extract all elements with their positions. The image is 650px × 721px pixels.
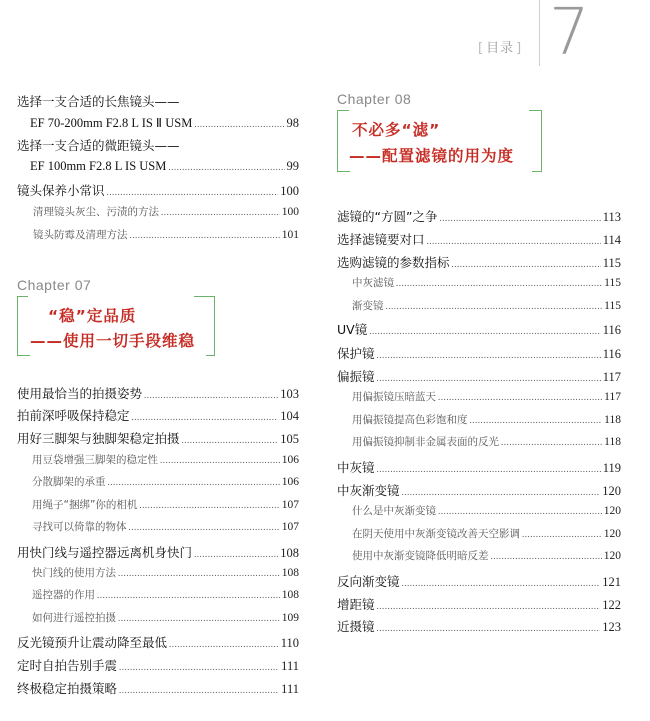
dot-leader — [194, 119, 284, 129]
toc-entry[interactable] — [352, 526, 621, 546]
toc-entry-title: 用偏振镜提高色彩饱和度 — [352, 414, 468, 426]
toc-entry-page: 98 — [286, 116, 299, 130]
toc-entry[interactable] — [352, 275, 621, 295]
toc-entry-title: 保护镜 — [337, 346, 375, 361]
toc-entry-title: 用快门线与遥控器远离机身快门 — [17, 545, 193, 560]
toc-entry-page: 116 — [602, 347, 621, 361]
toc-entry-title: 滤镜的“方圆”之争 — [337, 209, 438, 224]
toc-entry-title: 如何进行遥控拍摄 — [32, 612, 116, 624]
toc-entry-page: 109 — [281, 612, 299, 624]
toc-entry[interactable] — [17, 679, 299, 699]
toc-entry-page: 120 — [603, 528, 621, 540]
toc-entry[interactable] — [32, 565, 299, 585]
chapter-07-title: “稳”定品质 — [48, 307, 137, 325]
toc-entry-title: 用好三脚架与独脚架稳定拍摄 — [17, 431, 180, 446]
toc-entry-page: 100 — [280, 184, 299, 198]
toc-entry-page: 118 — [604, 414, 621, 426]
dot-leader — [396, 278, 602, 288]
dot-leader — [377, 601, 601, 611]
dot-leader — [377, 350, 601, 360]
dot-leader — [452, 259, 601, 269]
dot-leader — [144, 390, 278, 400]
toc-entry[interactable] — [352, 412, 621, 432]
toc-entry-page: 108 — [281, 589, 299, 601]
toc-entry-page: 120 — [602, 484, 621, 498]
chapter-08-label: Chapter 08 — [337, 91, 412, 107]
header-divider — [539, 0, 540, 66]
toc-entry-title: 寻找可以倚靠的物体 — [32, 521, 127, 533]
toc-entry-page: 111 — [281, 659, 299, 673]
toc-entry-title: 什么是中灰渐变镜 — [352, 505, 436, 517]
toc-entry[interactable] — [32, 610, 299, 630]
toc-entry[interactable] — [352, 503, 621, 523]
toc-entry-title: 定时自拍告别手震 — [17, 658, 118, 673]
toc-entry[interactable] — [33, 204, 299, 224]
toc-entry-title: 近摄镜 — [337, 619, 375, 634]
toc-entry-page: 111 — [281, 682, 299, 696]
toc-entry[interactable] — [17, 656, 299, 676]
toc-entry-page: 108 — [281, 567, 299, 579]
toc-entry-page: 122 — [602, 598, 621, 612]
toc-entry[interactable] — [33, 227, 299, 247]
toc-entry[interactable] — [337, 230, 621, 250]
chapter-08-subtitle: ——配置滤镜的用为度 — [349, 147, 515, 165]
toc-entry[interactable] — [17, 633, 299, 653]
chapter-07-subtitle: ——使用一切手段维稳 — [30, 332, 196, 350]
toc-entry-title: 中灰滤镜 — [352, 277, 394, 289]
dot-leader — [438, 506, 602, 516]
dot-leader — [491, 551, 602, 561]
toc-entry[interactable] — [17, 384, 299, 404]
toc-entry-title: 选购滤镜的参数指标 — [337, 255, 450, 270]
dot-leader — [160, 455, 280, 465]
toc-entry[interactable] — [30, 159, 299, 179]
toc-entry-page: 123 — [602, 620, 621, 634]
page-number: 7 — [549, 0, 590, 70]
toc-entry-title: 中灰镜 — [337, 460, 375, 475]
toc-entry-page: 118 — [604, 436, 621, 448]
dot-leader — [402, 578, 601, 588]
toc-entry-page: 120 — [603, 505, 621, 517]
toc-entry-page: 115 — [604, 300, 621, 312]
toc-entry-title: 渐变镜 — [352, 300, 384, 312]
dot-leader — [377, 623, 601, 633]
toc-entry-page: 106 — [281, 454, 299, 466]
dot-leader — [182, 435, 279, 445]
dot-leader — [119, 685, 279, 695]
toc-entry-page: 105 — [280, 432, 299, 446]
toc-entry[interactable] — [17, 136, 299, 156]
toc-entry[interactable] — [17, 543, 299, 563]
toc-entry-title: 选择一支合适的长焦镜头—— — [17, 94, 180, 109]
toc-entry-page: 115 — [602, 256, 621, 270]
dot-leader — [377, 464, 601, 474]
dot-leader — [130, 230, 280, 240]
toc-entry-page: 116 — [602, 323, 621, 337]
toc-entry-title: 增距镜 — [337, 597, 375, 612]
toc-entry-page: 117 — [602, 370, 621, 384]
dot-leader — [470, 415, 603, 425]
toc-entry-title: 选择滤镜要对口 — [337, 232, 425, 247]
dot-leader — [107, 187, 279, 197]
dot-leader — [129, 522, 280, 532]
toc-entry-page: 113 — [602, 210, 621, 224]
toc-entry-title: 分散脚架的承重 — [32, 476, 106, 488]
dot-leader — [119, 662, 279, 672]
toc-entry-page: 117 — [604, 391, 621, 403]
toc-entry-page: 100 — [281, 206, 299, 218]
toc-entry-title: 使用最恰当的拍摄姿势 — [17, 386, 143, 401]
toc-entry[interactable] — [17, 181, 299, 201]
dot-leader — [402, 487, 601, 497]
toc-entry[interactable] — [337, 572, 621, 592]
toc-entry-title: 快门线的使用方法 — [32, 567, 116, 579]
toc-entry-title: UV镜 — [337, 322, 368, 337]
toc-entry-title: 使用中灰渐变镜降低明暗反差 — [352, 550, 489, 562]
toc-entry[interactable] — [337, 253, 621, 273]
toc-entry-page: 101 — [281, 229, 299, 241]
toc-entry-title: 偏振镜 — [337, 369, 375, 384]
toc-entry[interactable] — [337, 458, 621, 478]
toc-entry-title: 清理镜头灰尘、污渍的方法 — [33, 206, 159, 218]
toc-entry-title: 用偏振镜抑制非金属表面的反光 — [352, 436, 499, 448]
toc-entry[interactable] — [337, 367, 621, 387]
toc-entry[interactable] — [32, 474, 299, 494]
toc-entry[interactable] — [32, 452, 299, 472]
toc-entry-title: 镜头保养小常识 — [17, 183, 105, 198]
toc-entry[interactable] — [17, 406, 299, 426]
toc-entry-page: 119 — [602, 461, 621, 475]
toc-entry[interactable] — [17, 92, 299, 112]
toc-entry-page: 120 — [603, 550, 621, 562]
toc-entry-title: 选择一支合适的微距镜头—— — [17, 138, 180, 153]
dot-leader — [168, 162, 284, 172]
toc-entry-page: 107 — [281, 521, 299, 533]
chapter-08-title: 不必多“滤” — [352, 121, 441, 139]
toc-entry[interactable] — [337, 207, 621, 227]
toc-entry[interactable] — [352, 434, 621, 454]
toc-entry[interactable] — [30, 115, 299, 135]
toc-entry-page: 108 — [280, 546, 299, 560]
toc-entry-page: 107 — [281, 499, 299, 511]
toc-entry-page: 114 — [602, 233, 621, 247]
dot-leader — [522, 529, 602, 539]
toc-entry-page: 99 — [286, 159, 299, 173]
toc-entry-title: 用绳子“捆绑”你的相机 — [32, 499, 138, 511]
toc-entry-page: 121 — [602, 575, 621, 589]
dot-leader — [108, 477, 280, 487]
dot-leader — [377, 373, 601, 383]
dot-leader — [97, 590, 280, 600]
dot-leader — [501, 437, 602, 447]
toc-entry-title: 在阴天使用中灰渐变镜改善天空影调 — [352, 528, 520, 540]
toc-entry-page: 110 — [280, 636, 299, 650]
dot-leader — [118, 568, 280, 578]
toc-entry-title: 反光镜预升让震动降至最低 — [17, 635, 168, 650]
dot-leader — [439, 213, 600, 223]
toc-label: [ 目录 ] — [478, 37, 522, 56]
toc-entry-page: 104 — [280, 409, 299, 423]
dot-leader — [132, 412, 279, 422]
toc-entry[interactable] — [337, 595, 621, 615]
dot-leader — [369, 326, 601, 336]
toc-entry-title: 遥控器的作用 — [32, 589, 95, 601]
toc-entry-page: 103 — [280, 387, 299, 401]
toc-entry-page: 106 — [281, 476, 299, 488]
toc-entry[interactable] — [352, 389, 621, 409]
toc-entry[interactable] — [352, 298, 621, 318]
dot-leader — [438, 392, 602, 402]
toc-entry[interactable] — [32, 497, 299, 517]
toc-entry-title: 用豆袋增强三脚架的稳定性 — [32, 454, 158, 466]
dot-leader — [386, 301, 603, 311]
toc-entry-title: 终极稳定拍摄策略 — [17, 681, 118, 696]
toc-entry[interactable] — [17, 429, 299, 449]
dot-leader — [118, 613, 280, 623]
toc-entry-title: 用偏振镜压暗蓝天 — [352, 391, 436, 403]
toc-entry-title: 拍前深呼吸保持稳定 — [17, 408, 130, 423]
dot-leader — [139, 500, 279, 510]
toc-entry[interactable] — [337, 481, 621, 501]
toc-entry-title: EF 70-200mm F2.8 L IS Ⅱ USM — [30, 116, 193, 130]
dot-leader — [161, 207, 280, 217]
toc-entry[interactable] — [32, 519, 299, 539]
toc-entry-title: EF 100mm F2.8 L IS USM — [30, 159, 167, 173]
toc-entry-title: 反向渐变镜 — [337, 574, 400, 589]
dot-leader — [427, 236, 601, 246]
dot-leader — [194, 549, 278, 559]
toc-entry[interactable] — [352, 548, 621, 568]
toc-entry-page: 115 — [604, 277, 621, 289]
chapter-07-label: Chapter 07 — [17, 277, 92, 293]
dot-leader — [169, 639, 279, 649]
toc-entry[interactable] — [337, 320, 621, 340]
toc-entry-title: 中灰渐变镜 — [337, 483, 400, 498]
toc-entry[interactable] — [32, 587, 299, 607]
toc-entry-title: 镜头防霉及清理方法 — [33, 229, 128, 241]
toc-entry[interactable] — [337, 617, 621, 637]
toc-entry[interactable] — [337, 344, 621, 364]
